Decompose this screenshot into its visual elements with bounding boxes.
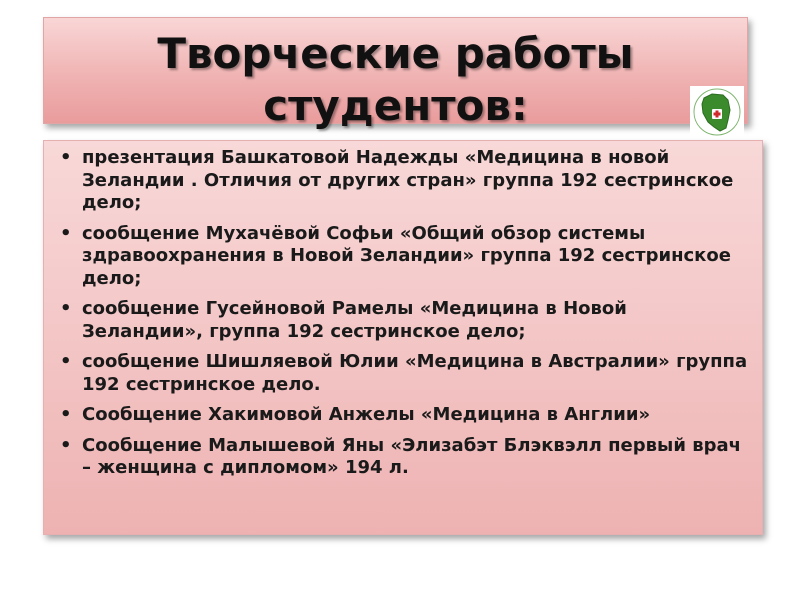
list-item-text: сообщение Мухачёвой Софьи «Общий обзор системы здравоохранения в Новой Зеландии» группа 192 сестринское дело; xyxy=(82,222,731,289)
bullet-icon: • xyxy=(60,147,72,168)
list-item xyxy=(56,351,751,396)
bullet-icon: • xyxy=(60,222,72,244)
bullet-icon: • xyxy=(60,434,72,456)
title-line-2: студентов: xyxy=(263,81,528,130)
title-box xyxy=(43,17,748,130)
list-item-text: Сообщение Хакимовой Анжелы «Медицина в Англии» xyxy=(82,404,651,425)
bullet-list xyxy=(56,147,751,488)
content-box xyxy=(43,140,763,535)
list-item-text: сообщение Гусейновой Рамелы «Медицина в Новой Зеландии», группа 192 сестринское дело; xyxy=(82,298,627,342)
list-item-text: сообщение Шишляевой Юлии «Медицина в Австралии» группа 192 сестринское дело. xyxy=(82,351,748,395)
title-line-1: Творческие работы xyxy=(157,29,634,78)
list-item xyxy=(56,223,751,291)
bullet-icon: • xyxy=(60,351,72,372)
bullet-icon: • xyxy=(60,404,72,425)
list-item xyxy=(56,404,751,427)
list-item xyxy=(56,435,751,480)
college-emblem-icon xyxy=(690,86,744,138)
list-item-text: Сообщение Малышевой Яны «Элизабэт Блэквэлл первый врач – женщина с дипломом» 194 л. xyxy=(82,434,741,478)
list-item xyxy=(56,147,751,215)
slide-title xyxy=(44,28,747,132)
list-item-text: презентация Башкатовой Надежды «Медицина в новой Зеландии . Отличия от других стран» группа 192 сестринское дело; xyxy=(82,147,734,213)
list-item xyxy=(56,298,751,343)
bullet-icon: • xyxy=(60,298,72,319)
